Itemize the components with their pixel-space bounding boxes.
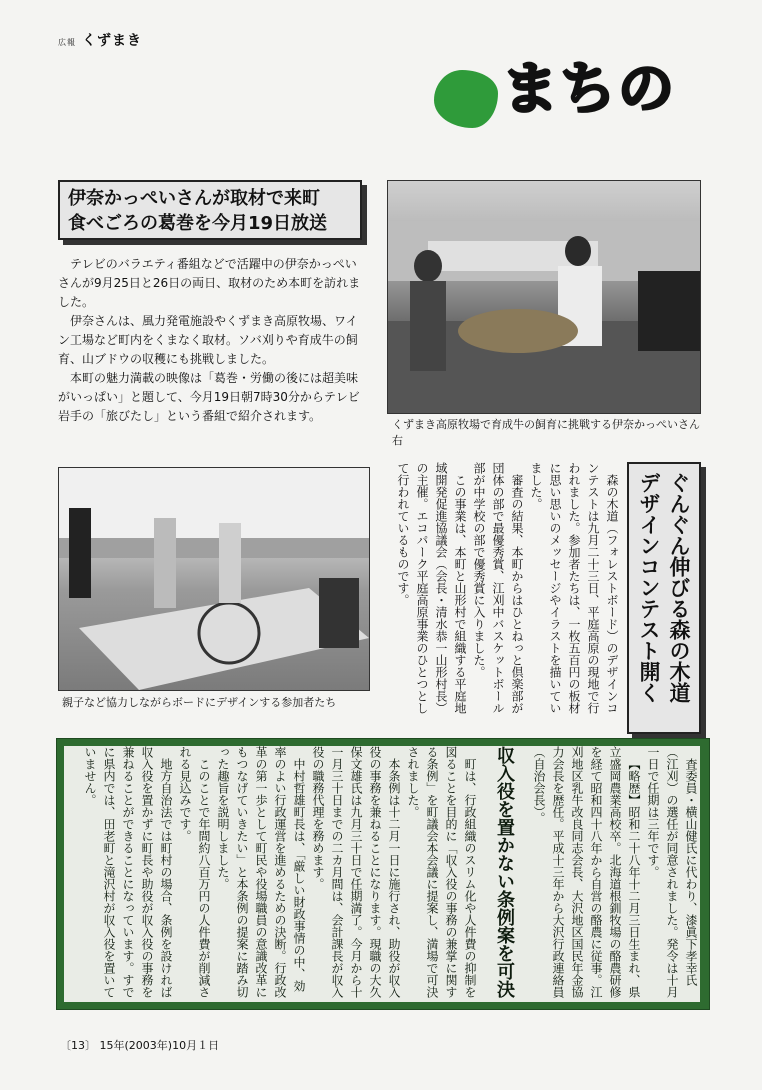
council-paragraph: 中村哲雄町長は、「厳しい財政事情の中、効率のよい行政運営を進めるための決断。行政改革の第一歩として町民や役場職員の意識改革にもつなげていきたい」と本条例の提案に踏み切った趣旨を説明しました。: [216, 746, 306, 998]
design-headline-line2: デザインコンテスト開く: [637, 472, 661, 703]
design-paragraph: 森の木道（フォレストボード）のデザインコンテストは九月二十三日、平庭高原の現地で行われました。参加者たちは、一枚五百円の板材に思い思いのメッセージやイラストを描いていました。: [529, 462, 619, 714]
masthead-small-label: 広報: [58, 38, 76, 47]
design-article: [385, 462, 621, 724]
news-paragraph: 伊奈さんは、風力発電施設やくずまき高原牧場、ワイン工場など町内をくまなく取材。ソバ刈りや育成牛の飼育、山ブドウの収穫にも挑戦しました。: [58, 314, 358, 366]
design-paragraph: この事業は、本町と山形村で組織する平庭地域開発促進協議会（会長・清水恭一山形村長）の主催。エコパーク平庭高原事業のひとつとして行われているものです。: [396, 462, 467, 714]
design-headline-box: [627, 462, 701, 734]
photo-board-design: [58, 467, 370, 691]
news-headline-line2: 食べごろの葛巻を今月19日放送: [68, 213, 328, 234]
council-paragraph: 査委員・横山健氏に代わり、漆眞下孝幸氏（江刈）の選任が同意されました。発令は十月一日で任期は三年です。: [646, 746, 698, 998]
council-heading: 収入役を置かない条例案を可決: [494, 746, 515, 998]
council-paragraph: 本条例は十二月一日に施行され、助役が収入役の事務を兼ねることになります。現職の大久保文雄氏は九月三十日で任期満了。今月から十一月三十日までの二カ月間は、会計課長が収入役の職務代理を務めます。: [311, 746, 401, 998]
council-paragraph: 【略歴】昭和二十八年十二月三日生まれ、県立盛岡農業高校卒。北海道根釧牧場の酪農研修を経て昭和四十八年から自営の酪農に従事。江刈地区乳牛改良同志会長、大沢地区国民年金協力会長を歴任。平成十三年から大沢行政連絡員（自治会長）。: [532, 746, 641, 998]
section-title: まちの: [502, 57, 676, 122]
masthead: [58, 30, 142, 50]
news-article: [58, 255, 364, 426]
news-paragraph: 本町の魅力満載の映像は「葛巻・労働の後には超美味がいっぱい」と題して、今月19日朝7時30分からテレビ岩手の「旅びたし」という番組で紹介されます。: [58, 371, 360, 423]
council-paragraph: このことで年間約八百万円の人件費が削減される見込みです。: [178, 746, 211, 998]
page-number: 〔13〕: [60, 1039, 96, 1052]
page-footer: [60, 1037, 219, 1053]
council-paragraph: 町は、行政組織のスリム化や人件費の抑制を図ることを目的に「収入役の事務の兼掌に関する条例」を町議会本会議に提案し、満場で可決されました。: [406, 746, 477, 998]
council-paragraph: 地方自治法では町村の場合、条例を設ければ収入役を置かずに町長や助役が収入役の事務を兼ねることができることになっています。すでに県内では、田老町と滝沢村が収入役を置いていません。: [83, 746, 173, 998]
issue-date: 15年(2003年)10月１日: [99, 1039, 220, 1052]
design-headline-line1: ぐんぐん伸びる森の木道: [667, 472, 691, 703]
masthead-brand: くずまき: [82, 33, 142, 49]
news-photo-caption: くずまき高原牧場で育成牛の飼育に挑戦する伊奈かっぺいさん右: [392, 418, 700, 447]
town-shape-icon: [434, 70, 498, 128]
design-photo-caption: 親子など協力しながらボードにデザインする参加者たち: [62, 696, 337, 709]
news-headline-box: [58, 180, 362, 240]
news-paragraph: テレビのバラエティ番組などで活躍中の伊奈かっぺいさんが9月25日と26日の両日、取材のため本町を訪れました。: [58, 257, 361, 309]
news-headline-line1: 伊奈かっぺいさんが取材で来町: [68, 188, 320, 209]
design-paragraph: 審査の結果、本町からはひとねっと倶楽部が団体の部で最優秀賞、江刈中バスケットボール部が中学校の部で優秀賞に入りました。: [472, 462, 524, 714]
council-article: [64, 746, 700, 1002]
photo-cattle-feeding: [387, 180, 701, 414]
